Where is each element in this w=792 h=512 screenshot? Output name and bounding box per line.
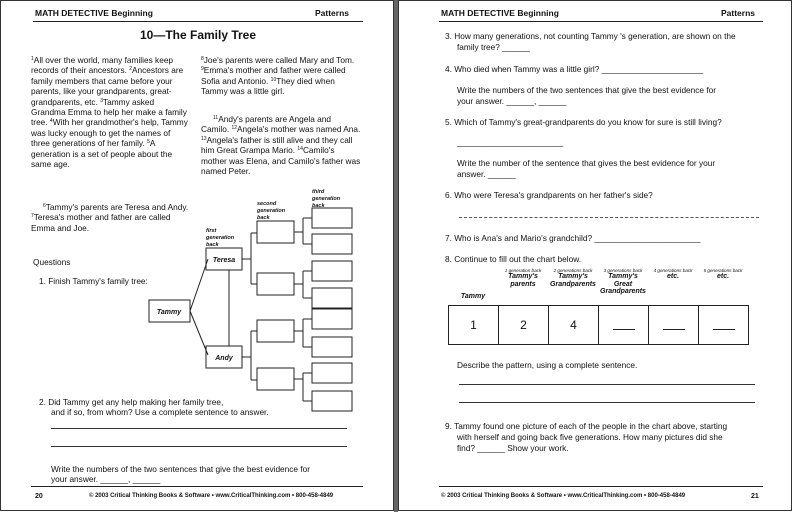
question-8b: Describe the pattern, using a complete sentence. [457,360,638,370]
question-5-blank[interactable]: _______________________ [457,137,564,147]
gen-label-third-3: back [312,203,325,209]
chart-header-6 [698,268,748,281]
question-5b-line-1: Write the number of the sentence that gives the best evidence for your [457,158,716,168]
question-3-line-1: 3. How many generations, not counting Tammy 's generation, are shown on the [445,31,736,41]
gen-label-second-2: generation [257,208,286,214]
page-title: 10—The Family Tree [139,28,257,42]
gen-label-first [205,228,235,248]
family-tree-diagram [1,1,394,421]
chart-header-label-3: Tammy's Grandparents [550,273,596,288]
right-footer-rule [439,486,763,487]
chart-header-generation-4: 3 generations back [603,268,643,273]
left-header-title: MATH DETECTIVE Beginning [35,8,153,18]
chart-header-2 [498,268,548,288]
left-page-number: 20 [35,493,43,500]
left-header-topic: Patterns [315,8,350,18]
chart-header-label-6: etc. [716,273,730,280]
gen-label-second [256,201,286,221]
question-2b-line-1: Write the numbers of the two sentences that give the best evidence for [51,464,311,474]
chart-header-5 [648,268,698,281]
answer-line-8a[interactable] [459,384,755,385]
question-1: 1. Finish Tammy's family tree: [39,276,148,286]
tree-box-great-grandparent-5[interactable] [312,309,352,329]
tree-box-great-grandparent-4[interactable] [312,288,352,308]
right-footer-copyright: © 2003 Critical Thinking Books & Software • www.CriticalThinking.com • 800-458-4849 [441,493,686,499]
tree-box-great-grandparent-1[interactable] [312,208,352,228]
chart-header-4 [598,268,648,296]
answer-line-2a[interactable] [51,428,347,429]
right-page-number: 21 [751,493,759,500]
question-9-line-1: 9. Tammy found one picture of each of the people in the chart above, starting [445,421,728,431]
tree-box-grandparent-1[interactable] [257,221,294,243]
chart-header-label-2: Tammy's parents [508,273,538,288]
chart-cell-2: 2 [499,306,549,345]
gen-label-second-3: back [257,215,270,221]
chart-header-1 [448,293,498,301]
tree-label-teresa: Teresa [212,257,236,264]
question-7: 7. Who is Ana's and Mario's grandchild? _______________________ [445,233,701,243]
question-3-line-2: family tree? ______ [457,42,530,52]
tree-box-grandparent-2[interactable] [257,273,294,295]
tree-box-grandparent-3[interactable] [257,320,294,342]
chart-cell-5[interactable] [649,306,699,345]
gen-label-first-1: first [206,228,217,234]
generation-chart-row [449,306,749,345]
story-paragraph-4: $^{11}$Andy's parents are Angela and Camilo. $^{12}$Angela's mother was named Ana. $^{13}$Angela's father is still alive and they call him Great Grampa Mario. $^{14}$Camilo's mother was Elena, and Camilo's father was named Peter. [201,114,361,177]
chart-header-generation-2: 1 generation back [504,268,542,273]
question-2-line-1: 2. Did Tammy get any help making her family tree, [39,397,224,407]
gen-label-first-3: back [206,242,219,248]
chart-blank-5[interactable] [663,329,685,330]
gen-label-first-2: generation [206,235,235,241]
tree-label-tammy: Tammy [156,309,182,316]
chart-cell-6[interactable] [699,306,749,345]
tree-box-great-grandparent-6[interactable] [312,337,352,357]
question-4: 4. Who died when Tammy was a little girl? ______________________ [445,64,704,74]
left-footer-rule [31,486,363,487]
chart-header-generation-6: 5 generations back [703,268,743,273]
gen-label-third-1: third [312,189,325,195]
chart-header-label-1: Tammy [460,293,486,300]
tree-generation-labels [205,189,341,248]
question-9-line-2: with herself and going back five generations. How many pictures did she [457,432,723,442]
generation-chart [448,305,749,345]
story-paragraph-1: $^1$All over the world, many families keep records of their ancestors. $^2$Ancestors are family members that came before your parents, like your grandparents, great-grandparents, etc. $^3$Tammy asked Grandma Emma to help her make a family tree. $^4$With her grandmother's help, Tammy was lucky enough to get the names of three generations of her family. $^5$A generation is a set of people about the same age. [31,55,188,170]
chart-blank-4[interactable] [613,329,635,330]
questions-heading: Questions [33,257,71,267]
chart-header-label-5: etc. [666,273,680,280]
question-4b-line-1: Write the numbers of the two sentences that give the best evidence for [457,85,717,95]
question-5b-line-2: answer. ______ [457,169,516,179]
tree-box-grandparent-4[interactable] [257,368,294,390]
story-paragraph-3: $^8$Joe's parents were called Mary and Tom. $^9$Emma's mother and father were called Sofia and Antonio. $^{10}$They died when Tammy was a little girl. [201,55,355,97]
tree-box-great-grandparent-3[interactable] [312,261,352,281]
right-header-topic: Patterns [721,8,756,18]
chart-cell-3: 4 [549,306,599,345]
answer-line-2b[interactable] [51,446,347,447]
left-footer-copyright: © 2003 Critical Thinking Books & Software • www.CriticalThinking.com • 800-458-4849 [89,493,334,499]
chart-header-generation-3: 2 generations back [553,268,593,273]
gen-label-third [311,189,341,209]
left-page [0,0,394,511]
chart-header-3 [548,268,598,288]
answer-line-8b[interactable] [459,402,755,403]
story-paragraph-2: $^6$Tammy's parents are Teresa and Andy. $^7$Teresa's mother and father are called Emma and Joe. [31,202,189,233]
question-5: 5. Which of Tammy's great-grandparents do you know for sure is still living? [445,117,722,127]
question-2b-line-2: your answer. ______, ______ [51,474,161,484]
tree-box-great-grandparent-8[interactable] [312,391,352,411]
chart-header-generation-5: 4 generations back [653,268,693,273]
question-6: 6. Who were Teresa's grandparents on her father's side? [445,190,653,200]
right-page [398,0,792,511]
question-4b-line-2: your answer. ______, ______ [457,96,567,106]
chart-header-label-4: Tammy's Great Grandparents [600,273,646,295]
right-header-rule [439,21,763,22]
tree-box-great-grandparent-2[interactable] [312,234,352,254]
chart-blank-6[interactable] [713,329,735,330]
tree-box-great-grandparent-7[interactable] [312,363,352,383]
right-header-title: MATH DETECTIVE Beginning [441,8,559,18]
question-8: 8. Continue to fill out the chart below. [445,254,582,264]
chart-cell-1: 1 [449,306,499,345]
tree-label-andy: Andy [215,355,233,362]
answer-line-6[interactable] [459,217,759,218]
chart-cell-4[interactable] [599,306,649,345]
question-2-line-2: and if so, from whom? Use a complete sentence to answer. [51,407,269,417]
gen-label-second-1: second [257,201,277,207]
question-9-line-3: find? ______ Show your work. [457,443,569,453]
gen-label-third-2: generation [312,196,341,202]
